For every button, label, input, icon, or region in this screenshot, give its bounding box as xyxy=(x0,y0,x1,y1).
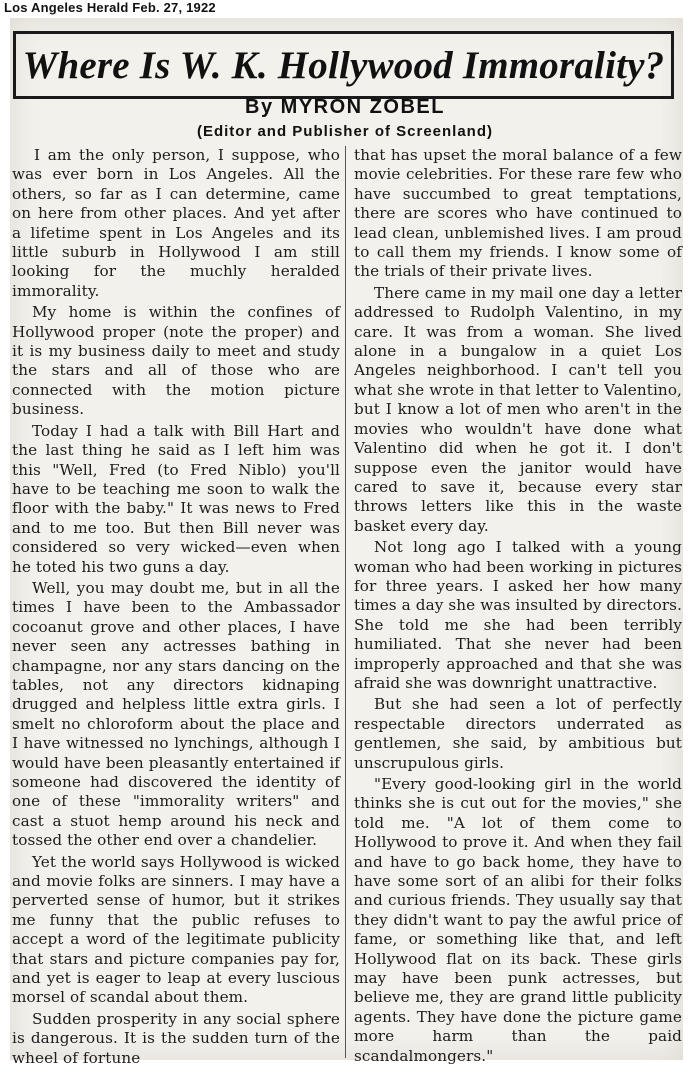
paragraph: I am the only person, I suppose, who was ever born in Los Angeles. All the others, so far as I can determine, came on here from other places. And yet after a lifetime spent in Los Angeles and its little suburb in Hollywood I am still looking for the muchly heralded immorality. xyxy=(12,146,340,300)
headline-box xyxy=(13,31,674,99)
paragraph: But she had seen a lot of perfectly respectable directors underrated as gentlemen, she said, by ambitious but unscrupulous girls. xyxy=(354,695,682,772)
paragraph: Today I had a talk with Bill Hart and the last thing he said as I left him was this "Well, Fred (to Fred Niblo) you'll have to be teaching me soon to walk the floor with the baby." It was news to Fred and to me too. But then Bill never was considered so very wicked—even when he toted his two guns a day. xyxy=(12,421,340,576)
column-rule xyxy=(345,146,346,1058)
editor-line: (Editor and Publisher of Screenland) xyxy=(196,123,494,140)
source-line: Los Angeles Herald Feb. 27, 1922 xyxy=(4,0,216,15)
paragraph: There came in my mail one day a letter addressed to Rudolph Valentino, in my care. It was from a woman. She lived alone in a bungalow in a quiet Los Angeles neighborhood. I can't tell you what she wrote in that letter to Valentino, but I know a lot of men who aren't in the movies who wouldn't have done what Valentino did when he got it. I don't suppose even the janitor would have cared to save it, because every star throws letters like this in the waste basket every day. xyxy=(354,283,682,535)
paragraph: "Every good-looking girl in the world thinks she is cut out for the movies," she told me. "A lot of them come to Hollywood to prove it. And when they fail and have to go back home, they have to have some sort of an alibi for their folks and curious friends. They usually say that they didn't want to pay the awful price of fame, or something like that, and left Hollywood flat on its back. These girls may have been punk actresses, but believe me, they are grand little publicity agents. They have done the picture game more harm than the paid scandalmongers." xyxy=(354,775,682,1065)
right-column xyxy=(354,146,682,1068)
paragraph: My home is within the confines of Hollywood proper (note the proper) and it is my business daily to meet and study the stars and all of those who are connected with the motion picture business. xyxy=(12,303,340,419)
paragraph: Sudden prosperity in any social sphere is dangerous. It is the sudden turn of the wheel of fortune xyxy=(12,1009,340,1067)
left-column xyxy=(12,146,340,1070)
headline: Where Is W. K. Hollywood Immorality? xyxy=(22,43,665,87)
paragraph: Yet the world says Hollywood is wicked and movie folks are sinners. I may have a perverted sense of humor, but it strikes me funny that the public refuses to accept a word of the legitimate publicity that stars and picture companies pay for, and yet is eager to leap at every luscious morsel of scandal about them. xyxy=(12,852,340,1007)
byline: By MYRON ZOBEL xyxy=(245,96,445,118)
paragraph: Well, you may doubt me, but in all the times I have been to the Ambassador cocoanut grove and other places, I have never seen any actresses bathing in champagne, nor any stars dancing on the tables, not any directors kidnaping drugged and helpless little extra girls. I smelt no chloroform about the place and I have witnessed no lynchings, although I would have been pleasantly entertained if someone had discovered the identity of one of these "immorality writers" and cast a stuot hemp around his neck and tossed the other end over a chandelier. xyxy=(12,578,340,850)
paragraph: that has upset the moral balance of a few movie celebrities. For these rare few who have succumbed to great temptations, there are scores who have continued to lead clean, unblemished lives. I am proud to call them my friends. I know some of the trials of their private lives. xyxy=(354,146,682,281)
paragraph: Not long ago I talked with a young woman who had been working in pictures for three years. I asked her how many times a day she was insulted by directors. She told me she had been terribly humiliated. That she never had been improperly approached and that she was afraid she was downright unattractive. xyxy=(354,538,682,692)
